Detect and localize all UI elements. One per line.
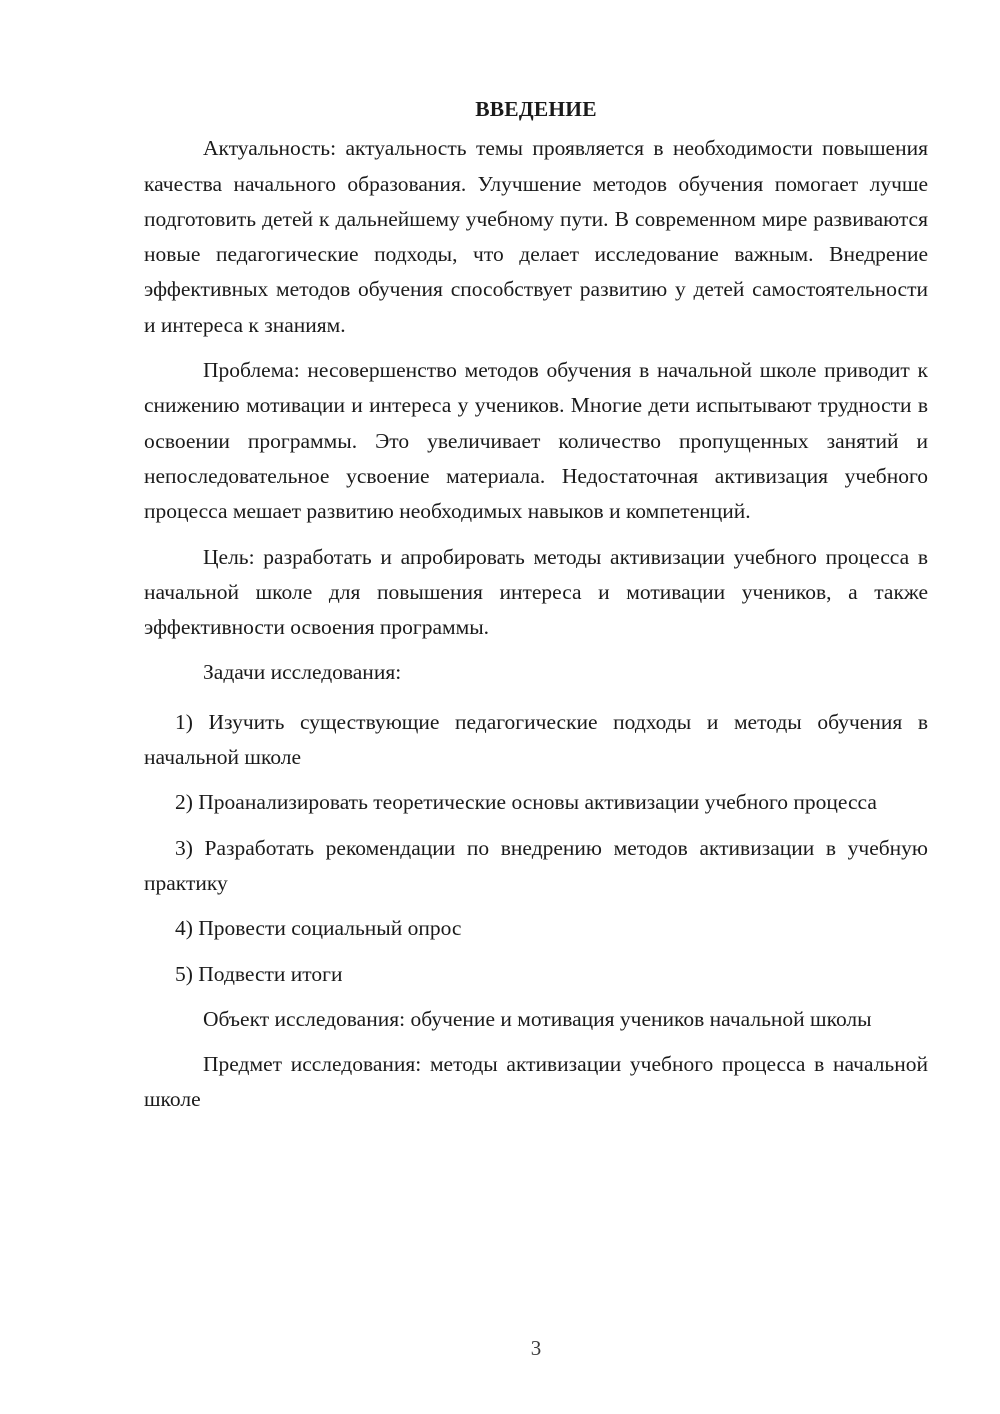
paragraph-object: Объект исследования: обучение и мотивация учеников начальной школы [203,1006,872,1031]
paragraph-tasks-intro: Задачи исследования: [203,660,402,685]
task-item-5: 5) Подвести итоги [175,961,343,986]
task-item-1: 1) Изучить существующие педагогические подходы и методы обучения в начальной школе [144,709,928,770]
section-heading: ВВЕДЕНИЕ [475,97,597,121]
page-content [144,92,928,1128]
task-list [144,705,928,992]
paragraph-problem: Проблема: несовершенство методов обучения в начальной школе приводит к снижению мотивации и интереса у учеников. Многие дети испытывают трудности в освоении программы. Это увеличивает количество пропущенных занятий и непоследовательное усвоение материала. Недостаточная активизация учебного процесса мешает развитию необходимых навыков и компетенций. [144,358,928,524]
task-item-3: 3) Разработать рекомендации по внедрению методов активизации в учебную практику [144,835,928,895]
task-item-2: 2) Проанализировать теоретические основы активизации учебного процесса [175,790,877,815]
task-item-4: 4) Провести социальный опрос [175,916,462,941]
paragraph-subject: Предмет исследования: методы активизации учебного процесса в начальной школе [144,1052,928,1112]
page-number: 3 [530,1336,542,1360]
paragraph-relevance: Актуальность: актуальность темы проявляется в необходимости повышения качества начального образования. Улучшение методов обучения помогает лучше подготовить детей к дальнейшему учебному пути. В современном мире развиваются новые педагогические подходы, что делает исследование важным. Внедрение эффективных методов обучения способствует развитию у детей самостоятельности и интереса к знаниям. [144,136,928,337]
paragraph-goal: Цель: разработать и апробировать методы активизации учебного процесса в начальной школе для повышения интереса и мотивации учеников, а также эффективности освоения программы. [144,544,928,640]
